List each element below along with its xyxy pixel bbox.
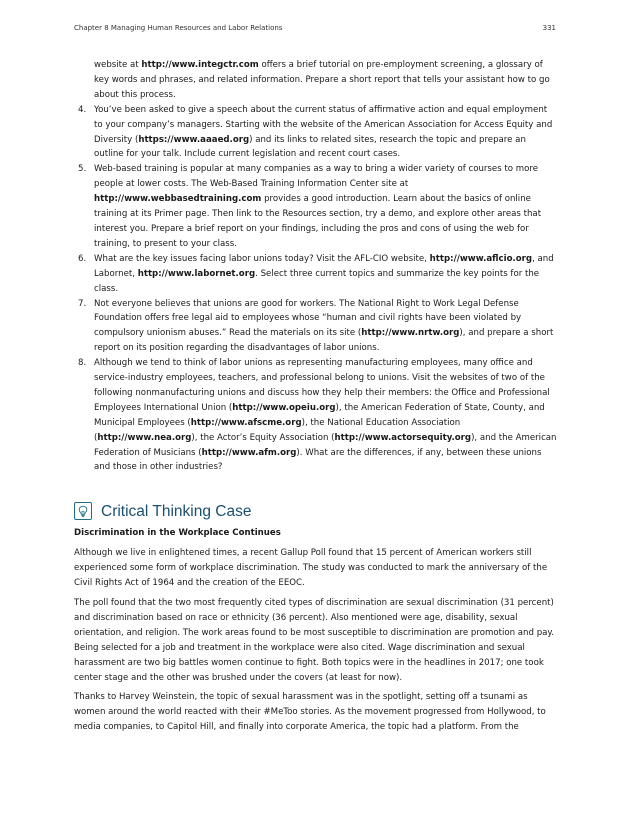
text: offers a brief tutorial on pre-employment screening, a glossary of key words and phrases, and related information. Prepare a short report that tells your assistant how to go about this process.: [94, 60, 550, 100]
item-number: 8.: [78, 358, 87, 369]
text: What are the key issues facing labor unions today? Visit the AFL-CIO website,: [94, 253, 430, 264]
case-subtitle: Discrimination in the Workplace Continues: [74, 528, 281, 539]
continued-paragraph: [74, 58, 558, 103]
page-header: [74, 24, 556, 36]
case-paragraph-1: Although we live in enlightened times, a recent Gallup Poll found that 15 percent of American workers still experienced some form of workplace discrimination. The study was conducted to mark the anniversary of the Civil Rights Act of 1964 and the creation of the EEOC.: [74, 548, 548, 589]
item-number: 5.: [78, 164, 87, 175]
link-nrtw[interactable]: http://www.nrtw.org: [361, 328, 460, 339]
link-aflcio[interactable]: http://www.aflcio.org: [429, 253, 533, 264]
text: provides a good introduction. Learn about the basics of online training at its Primer page. Then link to the Resources section, try a demo, and explore other areas that interest you. Prepare a brief report on your findings, including the pros and cons of using the web for training, to present to your class.: [94, 194, 542, 249]
chapter-title: Chapter 8 Managing Human Resources and Labor Relations: [74, 24, 283, 32]
link-webbasedtraining[interactable]: http://www.webbasedtraining.com: [94, 194, 262, 205]
text: Web-based training is popular at many companies as a way to bring a wider variety of courses to more people at lower costs. The Web-Based Training Information Center site at: [94, 164, 539, 190]
text: ) and its links to related sites, research the topic and prepare an outline for your talk. Include current legislation and recent court cases.: [94, 134, 526, 160]
text: ), the National Education Association (: [94, 417, 461, 443]
exercise-item-5: [74, 162, 558, 251]
text: ), and the American Federation of Musicians (: [94, 432, 557, 458]
link-integctr[interactable]: http://www.integctr.com: [141, 60, 259, 70]
link-opeiu[interactable]: http://www.opeiu.org: [232, 402, 336, 413]
link-aaaed[interactable]: https://www.aaaed.org: [138, 134, 250, 145]
exercise-item-6: [74, 252, 558, 297]
exercise-item-8: [74, 356, 558, 475]
link-actorsequity[interactable]: http://www.actorsequity.org: [334, 432, 472, 443]
link-nea[interactable]: http://www.nea.org: [97, 432, 192, 443]
text: ), and prepare a short report on its position regarding the disadvantages of labor unions.: [94, 328, 554, 354]
page-number: 331: [542, 24, 556, 32]
case-heading: [74, 502, 558, 526]
lightbulb-icon: [74, 502, 92, 520]
exercise-item-7: [74, 297, 558, 357]
text: , and Labornet,: [94, 253, 554, 279]
text: ), the American Federation of State, County, and Municipal Employees (: [94, 402, 545, 428]
section-title: Critical Thinking Case: [101, 503, 252, 521]
item-number: 4.: [78, 104, 87, 115]
text: website at: [94, 60, 142, 70]
text: Not everyone believes that unions are good for workers. The National Right to Work Legal Defense Foundation offers free legal aid to employees whose “human and civil rights have been violated by compulsory unionism abuses.” Read the materials on its site (: [94, 298, 522, 339]
text: Although we tend to think of labor unions as representing manufacturing employees, many office and service-industry employees, teachers, and professional belong to unions. Visit the websites of two of the following nonmanufacturing unions and discuss how they help their members: the Office and Professional Employees International Union (: [94, 358, 550, 413]
text: . Select three current topics and summarize the key points for the class.: [94, 268, 540, 294]
exercise-item-4: [74, 103, 558, 163]
link-labornet[interactable]: http://www.labornet.org: [137, 268, 256, 279]
text: You’ve been asked to give a speech about the current status of affirmative action and equal employment to your company’s managers. Starting with the website of the American Association for Access Equity and Diversity (: [94, 104, 553, 145]
page-content: [74, 58, 558, 735]
text: ), the Actor’s Equity Association (: [191, 432, 335, 443]
case-paragraph-3: Thanks to Harvey Weinstein, the topic of sexual harassment was in the spotlight, setting off a tsunami as women around the world reacted with their #MeToo stories. As the movement progressed from Hollywood, to media companies, to Capitol Hill, and finally into corporate America, the topic had a platform. From the: [74, 692, 546, 733]
case-paragraph-2: The poll found that the two most frequently cited types of discrimination are sexual discrimination (31 percent) and discrimination based on race or ethnicity (36 percent). Also mentioned were age, disability, sexual orientation, and religion. The work areas found to be most susceptible to discrimination are promotion and pay. Being selected for a job and treatment in the workplace were also cited. Wage discrimination and sexual harassment are two big battles women continue to fight. Both topics were in the headlines in 2017; one took center stage and the other was brushed under the covers (at least for now).: [74, 598, 555, 683]
item-number: 7.: [78, 298, 87, 309]
item-number: 6.: [78, 253, 87, 264]
text: ). What are the differences, if any, between these unions and those in other industries?: [94, 447, 542, 473]
exercise-list: [74, 103, 558, 476]
link-afscme[interactable]: http://www.afscme.org: [190, 417, 302, 428]
link-afm[interactable]: http://www.afm.org: [201, 447, 297, 458]
